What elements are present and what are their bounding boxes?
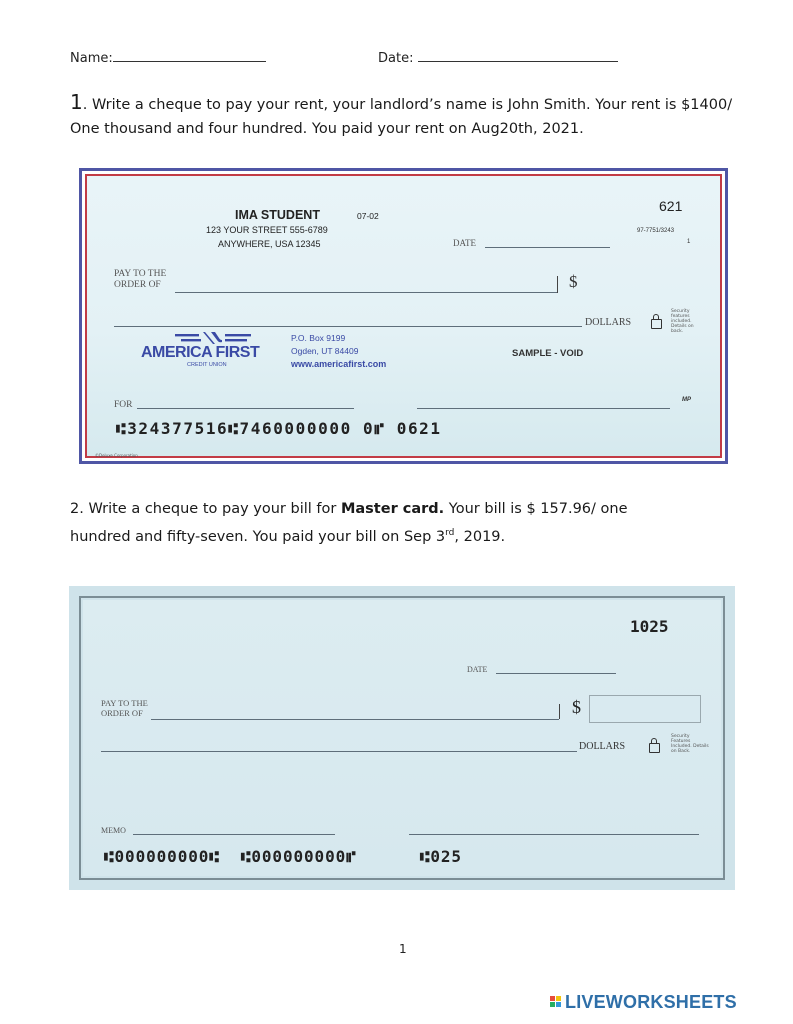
cheque1-number: 621: [659, 198, 683, 214]
date-blank[interactable]: [418, 48, 618, 62]
cheque1-address2: ANYWHERE, USA 12345: [218, 239, 321, 249]
cheque1-dollars-label: DOLLARS: [585, 317, 632, 328]
cheque1-for-line[interactable]: [137, 408, 354, 409]
cheque2-dollar-sign: $: [572, 697, 581, 717]
cheque1-routing-fraction2: 1: [687, 239, 691, 245]
cheque-1: [79, 168, 728, 464]
cheque1-date-label: DATE: [453, 238, 476, 248]
cheque2-memo-label: MEMO: [101, 826, 126, 835]
cheque1-payee-line[interactable]: [175, 292, 557, 293]
america-first-logo-icon: [175, 331, 253, 345]
cheque1-copyright: ©Deluxe Corporation: [95, 453, 138, 458]
cheque-2: [69, 586, 735, 890]
cheque1-bank-sub: CREDIT UNION: [187, 362, 227, 368]
cheque2-payee-line[interactable]: [151, 719, 559, 720]
cheque2-amount-box[interactable]: [589, 695, 701, 723]
cheque1-bank-name: AMERICA FIRST: [141, 344, 260, 361]
name-blank[interactable]: [113, 48, 266, 62]
cheque1-mp-label: MP: [682, 397, 691, 403]
cheque2-payto-label: PAY TO THE ORDER OF: [101, 698, 148, 718]
question-1: [70, 90, 760, 141]
cheque1-micr: ⑆324377516⑆7460000000 0⑈ 0621: [116, 419, 442, 438]
question-2-line2: hundred and fifty-seven. You paid your bill on Sep 3rd, 2019.: [70, 528, 506, 545]
page-number: 1: [399, 942, 407, 956]
cheque1-address1: 123 YOUR STREET 555-6789: [206, 225, 328, 235]
cheque1-holder-name: IMA STUDENT: [235, 208, 320, 222]
cheque2-dollars-label: DOLLARS: [579, 741, 626, 752]
cheque1-sample-void: SAMPLE - VOID: [512, 348, 584, 359]
cheque1-payto-label: PAY TO THE ORDER OF: [114, 269, 167, 290]
question-1-line2: One thousand and four hundred. You paid your rent on Aug20th, 2021.: [70, 121, 584, 137]
name-field[interactable]: [70, 48, 266, 66]
cheque1-divider: [557, 276, 558, 293]
cheque1-holder-code: 07-02: [357, 211, 379, 221]
lock-icon: [649, 743, 660, 753]
name-label: Name:: [70, 51, 113, 66]
cheque2-date-label: DATE: [467, 665, 488, 674]
cheque1-bank-web: www.americafirst.com: [291, 359, 387, 369]
cheque2-memo-line[interactable]: [133, 834, 335, 835]
cheque1-routing-fraction: 97-7751/3243: [637, 228, 675, 234]
cheque2-date-line[interactable]: [496, 673, 616, 674]
cheque1-for-label: FOR: [114, 400, 133, 410]
cheque1-dollar-sign: $: [569, 272, 578, 291]
question-1-line1: 1. Write a cheque to pay your rent, your landlord’s name is John Smith. Your rent is $1400/: [70, 90, 733, 114]
cheque2-security-text: Security Features Included. Details on Back.: [671, 734, 709, 754]
cheque1-bank-city: Ogden, UT 84409: [291, 346, 359, 356]
cheque2-amount-words-line[interactable]: [101, 751, 577, 752]
cheque2-micr: ⑆000000000⑆ ⑆000000000⑈ ⑆025: [104, 847, 462, 866]
question-2-line1: 2. Write a cheque to pay your bill for Master card. Your bill is $ 157.96/ one: [70, 501, 628, 517]
cheque2-number: 1025: [630, 617, 669, 636]
question-2: [70, 497, 760, 549]
cheque1-security-text: Security features included. Details on back.: [671, 309, 694, 334]
cheque2-divider: [559, 704, 560, 719]
cheque2-signature-line[interactable]: [409, 834, 699, 835]
question-1-number: 1: [70, 90, 83, 114]
question-2-bold: Master card.: [340, 501, 445, 517]
liveworksheets-brand: LIVEWORKSHEETS: [565, 992, 737, 1012]
date-field[interactable]: [378, 48, 618, 66]
lock-icon: [651, 319, 662, 329]
cheque1-amount-words-line[interactable]: [114, 326, 582, 327]
liveworksheets-logo-icon: [550, 996, 562, 1008]
cheque1-signature-line[interactable]: [417, 408, 670, 409]
date-label: Date:: [378, 51, 414, 66]
cheque1-bank-po: P.O. Box 9199: [291, 333, 346, 343]
cheque1-date-line[interactable]: [485, 247, 610, 248]
